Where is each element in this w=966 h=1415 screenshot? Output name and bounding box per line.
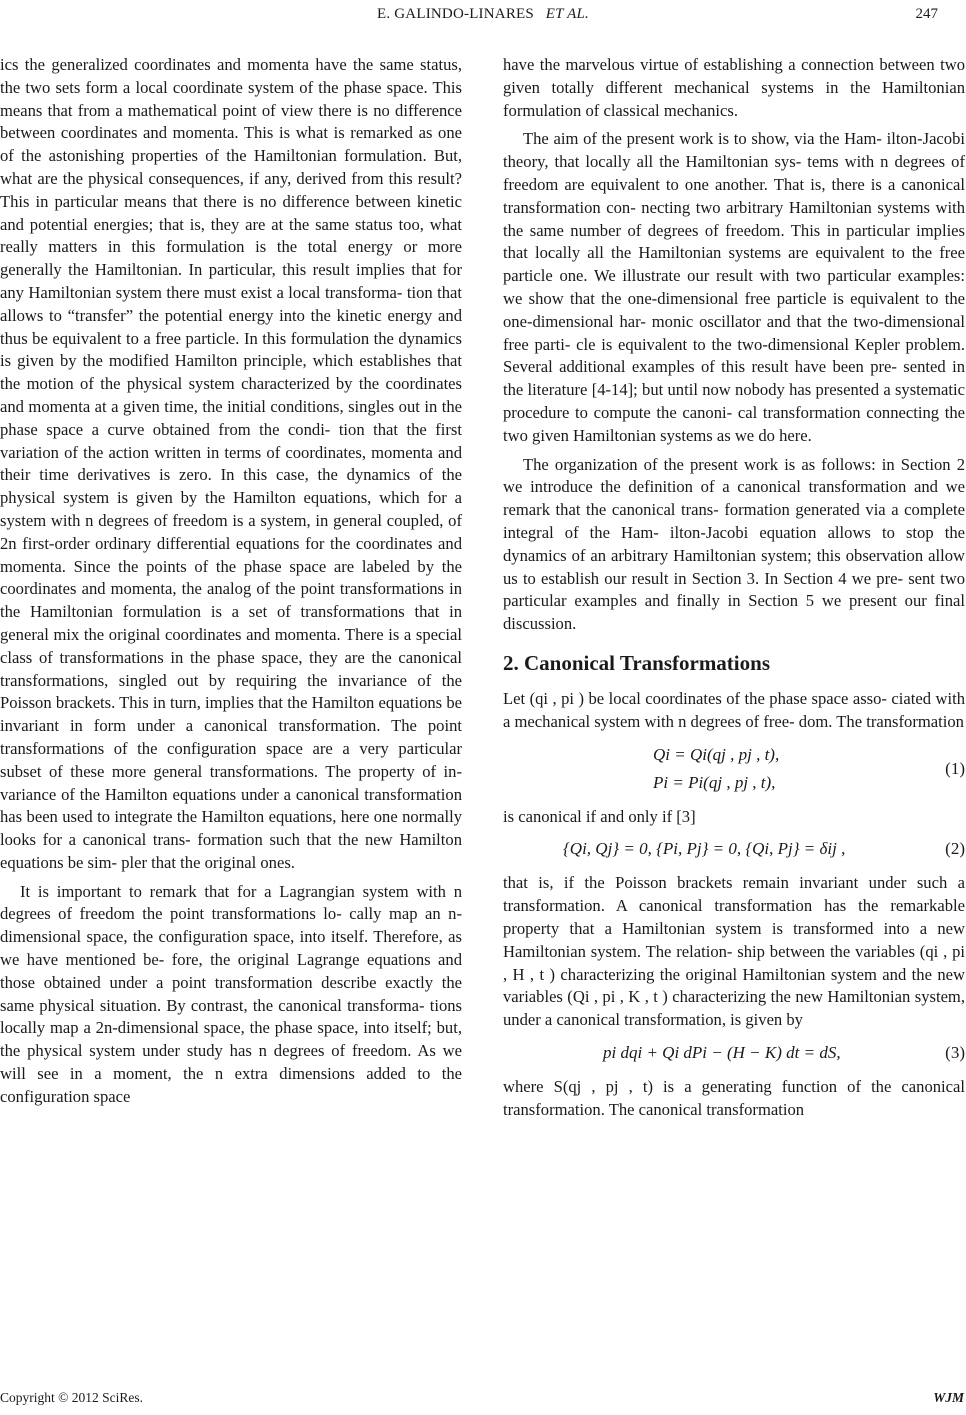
equation-1 — [503, 740, 965, 800]
equation-2 — [503, 832, 965, 868]
equation-1-line-2: Pi = Pi(qj , pj , t), — [653, 772, 776, 792]
equation-1-number: (1) — [945, 758, 965, 778]
running-head — [0, 6, 966, 23]
right-paragraph-2: The aim of the present work is to show, via the Ham- ilton-Jacobi theory, that locally all the Hamiltonian sys- tems with n degrees of freedom are equivalent to one another. That is, there is a canonical transformation con- necting two arbitrary Hamiltonian systems with the same number of degrees of freedom. This in particular implies that locally all the Hamiltonian systems are equivalent to the free particle one. We illustrate our result with two particular examples: we show that the one-dimensional free particle is equivalent to the one-dimensional har- monic oscillator and that the two-dimensional free parti- cle is equivalent to the two-dimensional Kepler problem. Several additional examples of this result have been pre- sented in the literature [4-14]; but until now nobody has presented a systematic procedure to compute the canoni- cal transformation connecting the two given Hamiltonian systems as we do here. — [503, 129, 965, 445]
page-number: 247 — [915, 6, 938, 22]
section-title: 2. Canonical Transformations — [503, 650, 770, 675]
equation-2-number: (2) — [945, 839, 965, 859]
equation-1-line-1: Qi = Qi(qj , pj , t), — [653, 744, 780, 764]
running-head-etal: ET AL. — [545, 6, 589, 22]
equation-3-body: pi dqi + Qi dPi − (H − K) dt = dS, — [603, 1042, 841, 1062]
page-footer — [0, 1390, 966, 1410]
page-header — [0, 6, 966, 28]
right-paragraph-7: where S(qj , pj , t) is a generating function of the canonical transformation. The canonical transformation — [503, 1076, 965, 1119]
equation-3 — [503, 1036, 965, 1072]
journal-abbrev: WJM — [933, 1390, 964, 1405]
right-paragraph-4: Let (qi , pi ) be local coordinates of the phase space asso- ciated with a mechanical system with n degrees of free- dom. The transformation — [503, 688, 965, 731]
right-column — [503, 54, 965, 1121]
equation-3-number: (3) — [945, 1042, 965, 1062]
copyright-text: Copyright © 2012 SciRes. — [0, 1390, 144, 1405]
equation-2-body: {Qi, Qj} = 0, {Pi, Pj} = 0, {Qi, Pj} = δij , — [563, 839, 846, 859]
right-paragraph-6: that is, if the Poisson brackets remain invariant under such a transformation. A canonical transformation has the remarkable property that a Hamiltonian system is transformed into a new Hamiltonian system. The relation- ship between the variables (qi , pi , H , t ) characterizing the original Hamiltonian system and the new variables (Qi , pi , K , t ) characterizing the new Hamiltonian system, under a canonical transformation, is given by — [503, 873, 965, 1030]
right-paragraph-3: The organization of the present work is as follows: in Section 2 we introduce the definition of a canonical transformation and we remark that the canonical trans- formation generated via a complete integral of the Ham- ilton-Jacobi equation allows to stop the dynamics of an arbitrary Hamiltonian system; this observation allow us to establish our result in Section 3. In Section 4 we pre- sent two particular examples and finally in Section 5 we present our final discussion. — [503, 454, 965, 634]
left-paragraph-1: ics the generalized coordinates and momenta have the same status, the two sets form a local coordinate system of the phase space. This means that from a mathematical point of view there is no difference between coordinates and momenta. This is what is remarked as one of the astonishing properties of the Hamiltonian formulation. But, what are the physical consequences, if any, derived from this result? This in particular means that there is no difference between kinetic and potential energies; that is, they are at the same status too, what really matters in this formulation is the total energy or more generally the Hamiltonian. In particular, this result implies that for any Hamiltonian system there must exist a local transforma- tion that allows to “transfer” the potential energy into the kinetic energy and thus be equivalent to a free particle. In this formulation the dynamics is given by the modified Hamilton principle, which establishes that the motion of the physical system characterized by the coordinates and momenta at a given time, the initial conditions, singles out in the phase space a curve obtained from the condi- tion that the first variation of the action written in terms of coordinates, momenta and their time derivatives is zero. In this case, the dynamics of the physical system is given by the Hamilton equations, which for a system with n degrees of freedom is a system, in general coupled, of 2n first-order ordinary differential equations for the coordinates and momenta. Since the points of the phase space are labeled by the coordinates and momenta, the analog of the point transformations in the Hamiltonian formulation is a set of transformations that in general mix the original coordinates and momenta. There is a special class of transformations in the phase space, they are the canonical transformations, singled out by requiring the invariance of the Poisson brackets. This in turn, implies that the Hamilton equations be invariant in form under a canonical transformation. The point transformations of the configuration space are a very particular subset of these more general transformations. The property of in- variance of the Hamilton equations under a canonical transformation has been used to integrate the Hamilton equations, here one normally looks for a canonical trans- formation such that the new Hamilton equations be sim- pler that the original ones. — [0, 55, 462, 872]
running-head-author: E. GALINDO-LINARES — [377, 6, 534, 22]
right-paragraph-1: have the marvelous virtue of establishing a connection between two given totally different mechanical systems in the Hamiltonian formulation of classical mechanics. — [503, 55, 965, 120]
left-column — [0, 54, 462, 1109]
left-paragraph-2: It is important to remark that for a Lagrangian system with n degrees of freedom the point transformations lo- cally map an n-dimensional space, the configuration space, into itself. Therefore, as we have mentioned be- fore, the original Lagrange equations and those obtained under a point transformation describe exactly the same physical situation. By contrast, the canonical transforma- tions locally map a 2n-dimensional space, the phase space, into itself; but, the physical system under study has n degrees of freedom. As we will see in a moment, the n extra dimensions added to the configuration space — [0, 881, 462, 1106]
right-paragraph-5: is canonical if and only if [3] — [503, 806, 696, 826]
